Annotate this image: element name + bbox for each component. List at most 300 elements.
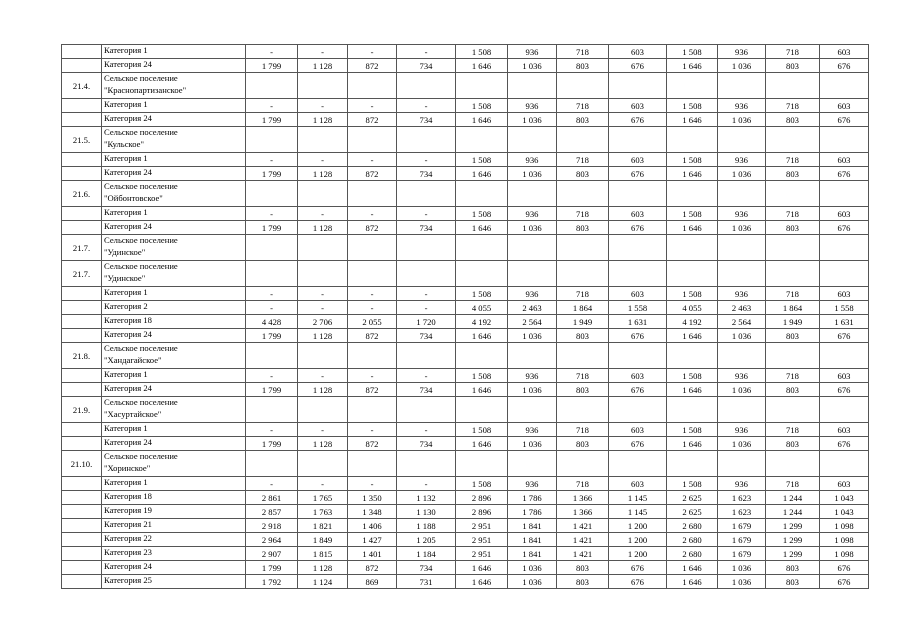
- value-cell: [508, 181, 557, 207]
- value-cell: 2 861: [246, 491, 298, 505]
- value-cell: 718: [557, 287, 609, 301]
- value-cell: -: [298, 423, 348, 437]
- value-cell: 1 646: [667, 575, 718, 589]
- value-cell: -: [397, 153, 456, 167]
- value-cell: -: [246, 287, 298, 301]
- value-cell: 1 128: [298, 113, 348, 127]
- name-line: "Кульское": [104, 138, 144, 149]
- category-name: [102, 59, 246, 73]
- table-row: [62, 491, 869, 505]
- value-cell: [397, 181, 456, 207]
- settlement-name: [102, 73, 246, 99]
- value-cell: -: [348, 369, 397, 383]
- section-row: [62, 451, 869, 477]
- value-cell: [508, 451, 557, 477]
- value-cell: 869: [348, 575, 397, 589]
- value-cell: 1 132: [397, 491, 456, 505]
- value-cell: 1 646: [456, 561, 508, 575]
- value-cell: 2 680: [667, 547, 718, 561]
- value-cell: 803: [766, 221, 820, 235]
- value-cell: -: [246, 301, 298, 315]
- value-cell: [508, 127, 557, 153]
- value-cell: 1 508: [456, 99, 508, 113]
- value-cell: [348, 73, 397, 99]
- value-cell: -: [298, 287, 348, 301]
- name-line: Категория 1: [104, 477, 148, 487]
- value-cell: [766, 181, 820, 207]
- value-cell: -: [298, 153, 348, 167]
- value-cell: 1 508: [456, 207, 508, 221]
- value-cell: 872: [348, 561, 397, 575]
- value-cell: [298, 343, 348, 369]
- settlement-name: [102, 343, 246, 369]
- value-cell: [820, 181, 869, 207]
- value-cell: 1 508: [667, 287, 718, 301]
- value-cell: [246, 451, 298, 477]
- name-line: Сельское поселение: [104, 235, 178, 245]
- row-number: 21.7.: [62, 235, 102, 261]
- value-cell: 2 896: [456, 505, 508, 519]
- value-cell: 872: [348, 383, 397, 397]
- value-cell: 1 145: [609, 505, 667, 519]
- value-cell: -: [246, 45, 298, 59]
- value-cell: 734: [397, 221, 456, 235]
- category-name: [102, 423, 246, 437]
- value-cell: 936: [508, 423, 557, 437]
- value-cell: 1 299: [766, 519, 820, 533]
- value-cell: [397, 127, 456, 153]
- value-cell: [557, 451, 609, 477]
- value-cell: 603: [609, 207, 667, 221]
- value-cell: [718, 343, 766, 369]
- value-cell: 1 401: [348, 547, 397, 561]
- row-number: [62, 45, 102, 59]
- row-number: [62, 153, 102, 167]
- value-cell: -: [298, 301, 348, 315]
- value-cell: 1 799: [246, 113, 298, 127]
- name-line: Категория 25: [104, 575, 152, 585]
- value-cell: 1 631: [609, 315, 667, 329]
- value-cell: 718: [766, 99, 820, 113]
- category-name: [102, 221, 246, 235]
- value-cell: [766, 397, 820, 423]
- name-line: Категория 18: [104, 315, 152, 325]
- value-cell: 734: [397, 113, 456, 127]
- value-cell: [609, 235, 667, 261]
- value-cell: 603: [609, 369, 667, 383]
- value-cell: -: [348, 153, 397, 167]
- value-cell: [609, 127, 667, 153]
- name-line: Категория 24: [104, 113, 152, 123]
- value-cell: 1 646: [456, 575, 508, 589]
- value-cell: [667, 235, 718, 261]
- value-cell: [456, 127, 508, 153]
- table-row: [62, 575, 869, 589]
- value-cell: 803: [766, 329, 820, 343]
- value-cell: 803: [557, 329, 609, 343]
- category-name: [102, 575, 246, 589]
- name-line: Категория 1: [104, 153, 148, 163]
- row-number: 21.5.: [62, 127, 102, 153]
- value-cell: 936: [508, 207, 557, 221]
- category-name: [102, 533, 246, 547]
- value-cell: 718: [557, 153, 609, 167]
- value-cell: 872: [348, 221, 397, 235]
- value-cell: 1 508: [456, 45, 508, 59]
- category-name: [102, 153, 246, 167]
- table-row: [62, 45, 869, 59]
- value-cell: [667, 343, 718, 369]
- value-cell: 1 841: [508, 547, 557, 561]
- value-cell: 1 184: [397, 547, 456, 561]
- name-line: Сельское поселение: [104, 343, 178, 353]
- value-cell: [667, 261, 718, 287]
- table-row: [62, 207, 869, 221]
- value-cell: [718, 73, 766, 99]
- value-cell: [298, 235, 348, 261]
- value-cell: 1 200: [609, 533, 667, 547]
- value-cell: [766, 127, 820, 153]
- value-cell: 4 055: [456, 301, 508, 315]
- value-cell: -: [348, 99, 397, 113]
- value-cell: 2 706: [298, 315, 348, 329]
- value-cell: 1 864: [766, 301, 820, 315]
- value-cell: [667, 451, 718, 477]
- value-cell: 1 646: [456, 329, 508, 343]
- value-cell: 1 763: [298, 505, 348, 519]
- value-cell: 1 646: [456, 167, 508, 181]
- category-name: [102, 477, 246, 491]
- table-row: [62, 505, 869, 519]
- value-cell: [397, 451, 456, 477]
- table-row: [62, 561, 869, 575]
- value-cell: 603: [820, 369, 869, 383]
- value-cell: -: [246, 153, 298, 167]
- value-cell: 1 036: [718, 221, 766, 235]
- value-cell: 1 646: [456, 113, 508, 127]
- value-cell: 676: [609, 383, 667, 397]
- settlement-name: [102, 127, 246, 153]
- value-cell: 1 864: [557, 301, 609, 315]
- table-row: [62, 547, 869, 561]
- value-cell: 803: [766, 167, 820, 181]
- value-cell: 1 036: [718, 575, 766, 589]
- row-number: [62, 423, 102, 437]
- table-row: [62, 221, 869, 235]
- row-number: [62, 561, 102, 575]
- value-cell: 1 799: [246, 383, 298, 397]
- settlement-name: [102, 451, 246, 477]
- name-line: Категория 22: [104, 533, 152, 543]
- table-row: [62, 477, 869, 491]
- value-cell: [766, 73, 820, 99]
- value-cell: 1 646: [667, 329, 718, 343]
- value-cell: 1 421: [557, 533, 609, 547]
- value-cell: -: [348, 287, 397, 301]
- value-cell: 676: [609, 561, 667, 575]
- name-line: "Удинское": [104, 246, 146, 257]
- value-cell: [508, 261, 557, 287]
- value-cell: -: [397, 45, 456, 59]
- value-cell: -: [246, 369, 298, 383]
- value-cell: [508, 397, 557, 423]
- value-cell: [667, 73, 718, 99]
- value-cell: -: [348, 301, 397, 315]
- value-cell: 936: [718, 287, 766, 301]
- value-cell: 1 036: [508, 575, 557, 589]
- value-cell: [508, 235, 557, 261]
- name-line: "Ойбонтовское": [104, 192, 163, 203]
- category-name: [102, 547, 246, 561]
- name-line: "Краснопартизанское": [104, 84, 187, 95]
- value-cell: 1 036: [508, 383, 557, 397]
- section-row: [62, 127, 869, 153]
- value-cell: [508, 343, 557, 369]
- value-cell: [820, 343, 869, 369]
- value-cell: 718: [766, 369, 820, 383]
- value-cell: 734: [397, 561, 456, 575]
- value-cell: 603: [609, 45, 667, 59]
- value-cell: 1 036: [508, 59, 557, 73]
- value-cell: 718: [766, 45, 820, 59]
- value-cell: 1 128: [298, 221, 348, 235]
- value-cell: 872: [348, 113, 397, 127]
- value-cell: -: [397, 477, 456, 491]
- value-cell: 1 036: [718, 329, 766, 343]
- value-cell: [557, 397, 609, 423]
- value-cell: [456, 73, 508, 99]
- row-number: [62, 369, 102, 383]
- value-cell: [557, 73, 609, 99]
- name-line: Категория 23: [104, 547, 152, 557]
- value-cell: 872: [348, 59, 397, 73]
- value-cell: [667, 127, 718, 153]
- value-cell: 1 786: [508, 491, 557, 505]
- value-cell: 1 366: [557, 491, 609, 505]
- value-cell: 2 964: [246, 533, 298, 547]
- name-line: Сельское поселение: [104, 397, 178, 407]
- category-name: [102, 301, 246, 315]
- row-number: [62, 547, 102, 561]
- value-cell: 1 508: [667, 45, 718, 59]
- value-cell: [348, 235, 397, 261]
- value-cell: -: [246, 99, 298, 113]
- value-cell: 2 951: [456, 533, 508, 547]
- row-number: [62, 383, 102, 397]
- value-cell: 1 841: [508, 533, 557, 547]
- value-cell: [609, 343, 667, 369]
- table-row: [62, 437, 869, 451]
- value-cell: 1 679: [718, 533, 766, 547]
- value-cell: 1 036: [718, 437, 766, 451]
- value-cell: 1 299: [766, 547, 820, 561]
- value-cell: 734: [397, 59, 456, 73]
- value-cell: [718, 235, 766, 261]
- value-cell: [820, 451, 869, 477]
- settlement-name: [102, 181, 246, 207]
- value-cell: [298, 73, 348, 99]
- value-cell: 803: [557, 113, 609, 127]
- value-cell: [456, 451, 508, 477]
- value-cell: 1 815: [298, 547, 348, 561]
- value-cell: 603: [609, 423, 667, 437]
- value-cell: [820, 397, 869, 423]
- value-cell: [246, 261, 298, 287]
- value-cell: 936: [508, 369, 557, 383]
- value-cell: 731: [397, 575, 456, 589]
- value-cell: 4 192: [667, 315, 718, 329]
- value-cell: [348, 127, 397, 153]
- value-cell: 1 508: [667, 369, 718, 383]
- settlement-name: [102, 397, 246, 423]
- value-cell: 1 036: [718, 383, 766, 397]
- value-cell: [397, 235, 456, 261]
- category-name: [102, 505, 246, 519]
- name-line: Категория 24: [104, 221, 152, 231]
- value-cell: 603: [609, 287, 667, 301]
- value-cell: 1 043: [820, 491, 869, 505]
- value-cell: 1 036: [508, 221, 557, 235]
- value-cell: 1 043: [820, 505, 869, 519]
- row-number: [62, 221, 102, 235]
- name-line: Сельское поселение: [104, 181, 178, 191]
- value-cell: 1 421: [557, 547, 609, 561]
- value-cell: 872: [348, 167, 397, 181]
- value-cell: 1 799: [246, 329, 298, 343]
- settlement-name: [102, 235, 246, 261]
- row-number: [62, 575, 102, 589]
- row-number: [62, 491, 102, 505]
- value-cell: 803: [766, 437, 820, 451]
- value-cell: 1 646: [667, 59, 718, 73]
- value-cell: 1 036: [718, 59, 766, 73]
- row-number: [62, 287, 102, 301]
- name-line: Категория 1: [104, 207, 148, 217]
- value-cell: 1 646: [667, 221, 718, 235]
- value-cell: 1 124: [298, 575, 348, 589]
- value-cell: 1 646: [667, 383, 718, 397]
- value-cell: 718: [766, 287, 820, 301]
- name-line: "Хандагайское": [104, 354, 162, 365]
- value-cell: -: [298, 369, 348, 383]
- section-row: [62, 261, 869, 287]
- value-cell: 1 508: [456, 287, 508, 301]
- value-cell: 676: [820, 561, 869, 575]
- name-line: "Хасуртайское": [104, 408, 162, 419]
- value-cell: [456, 235, 508, 261]
- table-row: [62, 153, 869, 167]
- value-cell: 2 625: [667, 491, 718, 505]
- value-cell: 676: [820, 329, 869, 343]
- table-row: [62, 369, 869, 383]
- row-number: [62, 113, 102, 127]
- value-cell: [456, 343, 508, 369]
- name-line: Категория 21: [104, 519, 152, 529]
- category-name: [102, 329, 246, 343]
- value-cell: [718, 261, 766, 287]
- value-cell: -: [397, 301, 456, 315]
- value-cell: 2 463: [718, 301, 766, 315]
- category-name: [102, 207, 246, 221]
- value-cell: 4 428: [246, 315, 298, 329]
- value-cell: [609, 397, 667, 423]
- value-cell: 1 036: [718, 113, 766, 127]
- name-line: Сельское поселение: [104, 261, 178, 271]
- value-cell: [820, 73, 869, 99]
- value-cell: 803: [766, 383, 820, 397]
- name-line: Сельское поселение: [104, 73, 178, 83]
- row-number: [62, 519, 102, 533]
- value-cell: 603: [609, 477, 667, 491]
- value-cell: [348, 397, 397, 423]
- value-cell: -: [397, 207, 456, 221]
- value-cell: [557, 181, 609, 207]
- value-cell: [718, 451, 766, 477]
- row-number: [62, 301, 102, 315]
- value-cell: 2 896: [456, 491, 508, 505]
- value-cell: 1 205: [397, 533, 456, 547]
- value-cell: 603: [820, 207, 869, 221]
- value-cell: 1 799: [246, 167, 298, 181]
- value-cell: [298, 451, 348, 477]
- category-name: [102, 315, 246, 329]
- value-cell: 603: [609, 153, 667, 167]
- value-cell: -: [298, 477, 348, 491]
- name-line: Категория 2: [104, 301, 148, 311]
- value-cell: 936: [718, 207, 766, 221]
- value-cell: [718, 181, 766, 207]
- value-cell: 4 055: [667, 301, 718, 315]
- row-number: 21.4.: [62, 73, 102, 99]
- value-cell: 1 679: [718, 547, 766, 561]
- row-number: 21.6.: [62, 181, 102, 207]
- value-cell: 718: [557, 45, 609, 59]
- table-row: [62, 287, 869, 301]
- value-cell: 718: [557, 369, 609, 383]
- value-cell: [397, 261, 456, 287]
- section-row: [62, 397, 869, 423]
- value-cell: [766, 261, 820, 287]
- value-cell: 676: [609, 437, 667, 451]
- table-row: [62, 167, 869, 181]
- value-cell: -: [348, 477, 397, 491]
- value-cell: 676: [820, 221, 869, 235]
- row-number: [62, 329, 102, 343]
- value-cell: 1 841: [508, 519, 557, 533]
- value-cell: [820, 261, 869, 287]
- value-cell: 676: [609, 221, 667, 235]
- value-cell: 1 646: [456, 437, 508, 451]
- row-number: [62, 59, 102, 73]
- value-cell: 1 646: [667, 561, 718, 575]
- name-line: Категория 1: [104, 369, 148, 379]
- value-cell: [766, 235, 820, 261]
- value-cell: [557, 343, 609, 369]
- value-cell: 2 907: [246, 547, 298, 561]
- value-cell: 676: [820, 575, 869, 589]
- name-line: Категория 1: [104, 99, 148, 109]
- table-row: [62, 113, 869, 127]
- value-cell: 936: [718, 477, 766, 491]
- value-cell: 1 799: [246, 561, 298, 575]
- table-row: [62, 59, 869, 73]
- value-cell: 803: [766, 575, 820, 589]
- section-row: [62, 181, 869, 207]
- value-cell: 676: [820, 437, 869, 451]
- value-cell: 1 128: [298, 383, 348, 397]
- category-name: [102, 113, 246, 127]
- value-cell: 803: [557, 59, 609, 73]
